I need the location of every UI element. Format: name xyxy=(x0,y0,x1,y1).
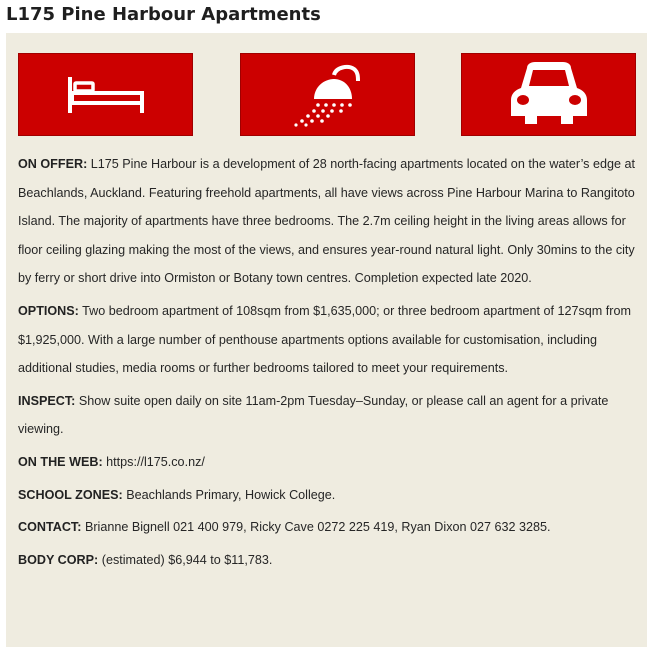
inspect-section xyxy=(18,387,638,444)
inspect-text: Show suite open daily on site 11am-2pm Tuesday–Sunday, or please call an agent for a private viewing. xyxy=(18,393,609,437)
bed-icon xyxy=(66,75,146,115)
options-text: Two bedroom apartment of 108sqm from $1,635,000; or three bedroom apartment of 127sqm from $1,925,000. With a large number of penthouse apartments options available for customisation, including additional studies, media rooms or further bedrooms tailored to meet your requirements. xyxy=(18,303,631,376)
contact-text: Brianne Bignell 021 400 979, Ricky Cave 0272 225 419, Ryan Dixon 027 632 3285. xyxy=(84,520,551,535)
school-zones-label: SCHOOL ZONES: xyxy=(18,487,123,502)
shower-icon xyxy=(288,63,368,127)
body-corp-text: (estimated) $6,944 to $11,783. xyxy=(101,552,273,567)
school-zones-text: Beachlands Primary, Howick College. xyxy=(126,487,336,502)
parking-tile xyxy=(461,53,636,136)
bathrooms-tile xyxy=(240,53,415,136)
inspect-label: INSPECT: xyxy=(18,393,76,408)
car-icon xyxy=(509,62,589,128)
options-label: OPTIONS: xyxy=(18,303,79,318)
bedrooms-tile xyxy=(18,53,193,136)
on-offer-text: L175 Pine Harbour is a development of 28 north-facing apartments located on the water’s edge at Beachlands, Auckland. Featuring freehold apartments, all have views across Pine Harbour Marina to Rangitoto Island. The majority of apartments have three bedrooms. The 2.7m ceiling height in the living areas allows for floor ceiling glazing making the most of the views, and ensures year-round natural light. Only 30mins to the city by ferry or short drive into Ormiston or Botany town centres. Completion expected late 2020. xyxy=(18,157,635,286)
web-label: ON THE WEB: xyxy=(18,454,103,469)
options-section xyxy=(18,297,638,383)
contact-label: CONTACT: xyxy=(18,520,82,535)
school-zones-section xyxy=(18,481,638,510)
web-section xyxy=(18,448,638,477)
listing-panel xyxy=(6,33,647,647)
body-corp-label: BODY CORP: xyxy=(18,552,99,567)
contact-section xyxy=(18,513,638,542)
on-offer-label: ON OFFER: xyxy=(18,157,88,171)
body-corp-section xyxy=(18,546,638,575)
listing-details xyxy=(18,150,638,578)
web-link[interactable]: https://l175.co.nz/ xyxy=(106,454,205,469)
page-title: L175 Pine Harbour Apartments xyxy=(6,4,321,25)
on-offer-section xyxy=(18,150,638,293)
